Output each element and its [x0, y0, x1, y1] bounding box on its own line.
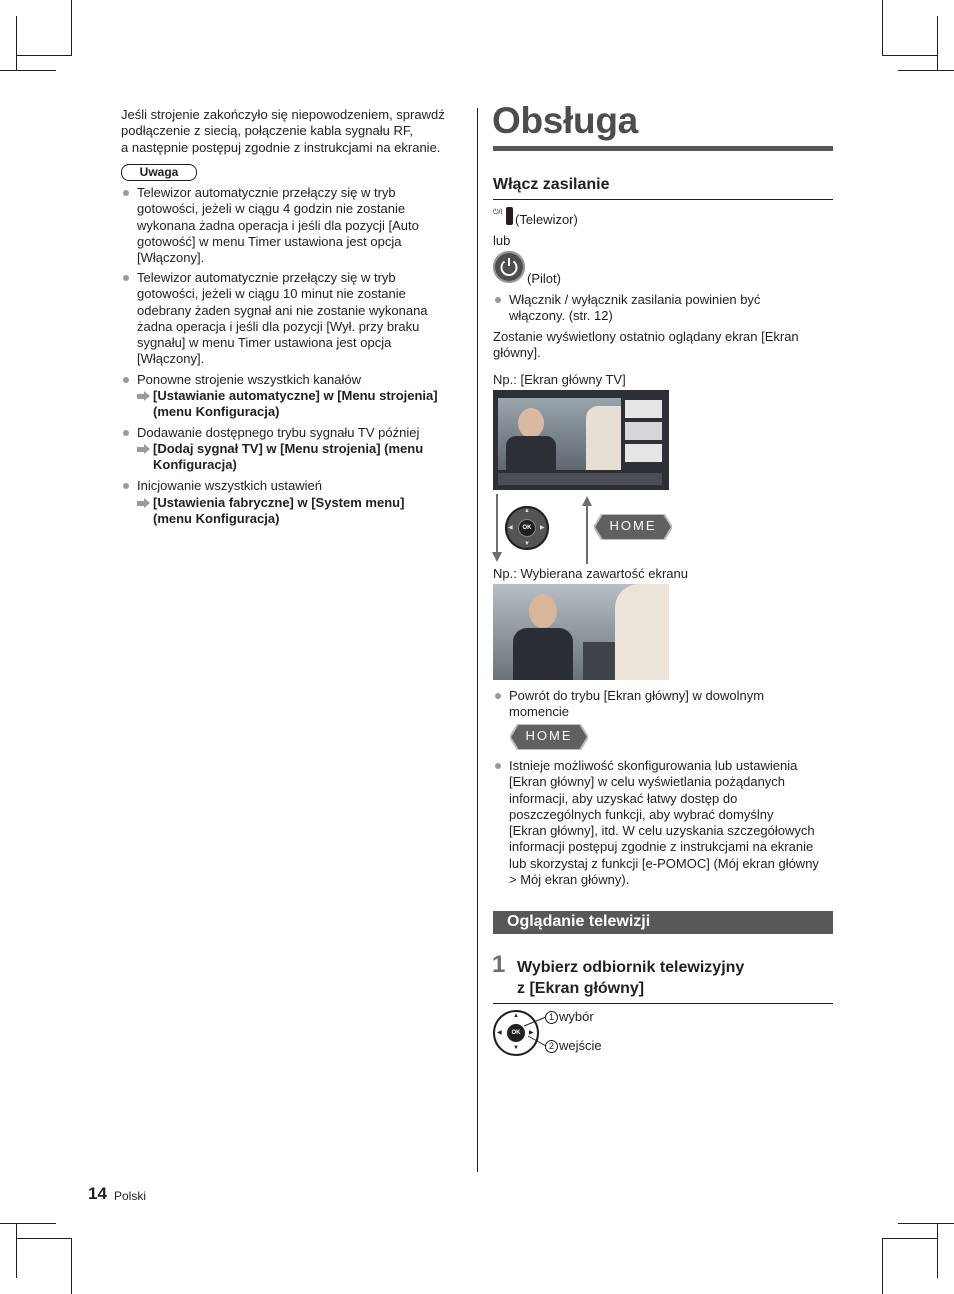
- chevron-right-icon: ▶: [529, 1030, 534, 1036]
- text-line: żadna operacja i jeśli dla pozycji [Wył. przy braku: [137, 318, 420, 334]
- text-line: z [Ekran główny]: [517, 980, 645, 997]
- chevron-up-icon: ▲: [513, 1013, 519, 1019]
- chevron-up-icon: ▲: [524, 508, 530, 514]
- section-heading: Włącz zasilanie: [493, 176, 610, 193]
- text-line: poszczególnych funkcji, aby wybrać domyślny: [509, 806, 774, 822]
- tv-video-area: [498, 398, 621, 470]
- bullet-dot: [495, 693, 501, 699]
- menu-reference: [121, 388, 493, 421]
- bullet-dot: [123, 377, 129, 383]
- interviewer: [586, 406, 621, 470]
- page-number: 14: [88, 1184, 107, 1203]
- crop-mark: [0, 1223, 56, 1224]
- text-line: odebrany żaden sygnał ani nie zostanie wykonana: [137, 302, 428, 318]
- crop-mark: [882, 0, 883, 56]
- text-line: Powrót do trybu [Ekran główny] w dowolnym: [509, 688, 765, 703]
- crop-mark: [882, 55, 938, 56]
- remote-label: (Pilot): [527, 271, 561, 286]
- bullet-dot: [123, 430, 129, 436]
- info-bullet: [493, 292, 839, 325]
- home-screen-image: [493, 390, 669, 490]
- page-language: Polski: [114, 1189, 147, 1203]
- text-line: [Ekran główny] w celu wyświetlania pożądanych: [509, 774, 786, 790]
- buildings: [583, 642, 615, 680]
- note-bullet: [121, 270, 467, 368]
- text-line: Istnieje możliwość skonfigurowania lub ustawienia: [509, 758, 798, 773]
- text-line: [Włączony].: [137, 351, 205, 367]
- text-line: (menu Konfiguracja): [153, 404, 280, 420]
- crop-mark: [71, 1238, 72, 1294]
- ok-center: OK: [507, 1024, 525, 1042]
- text-line: momencie: [509, 704, 569, 720]
- note-bullet: [121, 185, 467, 266]
- callout-number: 2: [545, 1040, 558, 1053]
- step-number: 1: [492, 951, 506, 978]
- note-bullet: [121, 425, 467, 441]
- tv-power-button-icon: [493, 207, 515, 225]
- section-heading: Oglądanie telewizji: [507, 913, 651, 930]
- section-bar: [493, 911, 833, 934]
- tile: [625, 444, 662, 462]
- crop-mark: [898, 70, 954, 71]
- text-line: [Ekran główny], itd. W celu uzyskania szczegółowych: [509, 823, 815, 839]
- tile: [625, 422, 662, 440]
- text-line: Konfiguracja): [153, 457, 237, 473]
- chevron-right-icon: ▶: [540, 525, 545, 531]
- dpad-ok-button: [505, 506, 549, 550]
- chevron-down-icon: ▼: [524, 541, 530, 547]
- button-shape: [506, 207, 513, 225]
- text-line: lub skorzystaj z funkcji [e-POMOC] (Mój ekran główny: [509, 855, 819, 871]
- bullet-dot: [123, 483, 129, 489]
- chevron-down-icon: ▼: [513, 1045, 519, 1051]
- crop-mark: [16, 16, 17, 71]
- bullet-dot: [123, 190, 129, 196]
- menu-reference: [121, 441, 493, 474]
- crop-mark: [898, 1223, 954, 1224]
- text-line: gotowość] w menu Timer ustawiona jest opcja: [137, 233, 402, 249]
- ok-center: OK: [518, 519, 536, 537]
- text-line: sygnału] w menu Timer ustawiona jest opcja: [137, 335, 392, 351]
- power-glyph: [493, 251, 525, 283]
- home-button: [510, 724, 588, 750]
- text-line: informacji postępuj zgodnie z instrukcjami na ekranie: [509, 839, 814, 855]
- menu-reference: [121, 495, 493, 528]
- text-line: główny].: [493, 345, 541, 361]
- chevron-left-icon: ◀: [508, 525, 513, 531]
- text-line: Wybierz odbiornik telewizyjny: [517, 959, 745, 976]
- text-line: [Dodaj sygnał TV] w [Menu strojenia] (menu: [153, 441, 424, 456]
- choice-label: wejście: [559, 1038, 602, 1053]
- chevron-left-icon: ◀: [497, 1030, 502, 1036]
- bullet-dot: [495, 763, 501, 769]
- callout-number: 1: [545, 1011, 558, 1024]
- page-title: Obsługa: [492, 100, 638, 141]
- or-label: lub: [493, 233, 511, 248]
- crop-mark: [882, 1238, 938, 1239]
- choice-label: wybór: [559, 1009, 594, 1024]
- person-head: [518, 408, 544, 438]
- text-line: [Ustawianie automatyczne] w [Menu strojenia]: [153, 388, 438, 403]
- text-line: [Włączony].: [137, 250, 205, 266]
- crop-mark: [937, 1223, 938, 1278]
- text-line: gotowości, jeżeli w ciągu 4 godzin nie zostanie: [137, 201, 406, 217]
- text-line: Telewizor automatycznie przełączy się w tryb: [137, 185, 396, 200]
- person-body: [506, 436, 556, 470]
- crop-mark: [16, 55, 71, 56]
- text-line: Ponowne strojenie wszystkich kanałów: [137, 372, 361, 387]
- text-line: Zostanie wyświetlony ostatnio oglądany ekran [Ekran: [493, 329, 799, 344]
- title-underline: [493, 146, 833, 151]
- home-text: HOME: [525, 728, 573, 743]
- arrow-up-icon: [580, 494, 594, 564]
- text-line: Włącznik / wyłącznik zasilania powinien być: [509, 292, 761, 307]
- interviewer: [615, 584, 669, 680]
- info-bullet: [493, 758, 854, 888]
- crop-mark: [16, 1238, 71, 1239]
- heading-rule: [493, 199, 833, 200]
- home-text: HOME: [609, 518, 657, 533]
- person-head: [529, 594, 557, 628]
- text-line: > Mój ekran główny).: [509, 872, 630, 888]
- text-line: Inicjowanie wszystkich ustawień: [137, 478, 322, 493]
- arrow-down-icon: [490, 494, 504, 564]
- heading-rule: [493, 1003, 833, 1004]
- text-line: [Ustawienia fabryczne] w [System menu]: [153, 495, 405, 510]
- text-line: Dodawanie dostępnego trybu sygnału TV później: [137, 425, 420, 440]
- bullet-dot: [495, 297, 501, 303]
- text-line: informacji, aby uzyskać łatwy dostęp do: [509, 790, 738, 806]
- info-paragraph: [493, 329, 838, 362]
- example-caption: Np.: [Ekran główny TV]: [493, 372, 626, 387]
- home-button: [594, 514, 672, 540]
- content-image: [493, 584, 669, 680]
- bottom-bar: [498, 473, 662, 485]
- person-body: [513, 628, 573, 680]
- info-bullet: [493, 688, 839, 721]
- crop-mark: [16, 1223, 17, 1278]
- tv-label: (Telewizor): [515, 212, 578, 227]
- crop-mark: [937, 16, 938, 71]
- note-bullet: [121, 372, 467, 388]
- text-line: Jeśli strojenie zakończyło się niepowodzeniem, sprawdź: [121, 107, 445, 122]
- text-line: (menu Konfiguracja): [153, 511, 280, 527]
- column-divider: [477, 108, 478, 1172]
- text-line: podłączenie z siecią, połączenie kabla sygnału RF,: [121, 123, 413, 139]
- text-line: a następnie postępuj zgodnie z instrukcjami na ekranie.: [121, 139, 441, 155]
- text-line: wykonana żadna operacja i jeśli dla pozycji [Auto: [137, 217, 419, 233]
- power-symbol: ⏻/I: [493, 209, 503, 216]
- remote-power-icon: [493, 251, 525, 283]
- crop-mark: [882, 1238, 883, 1294]
- tile: [625, 400, 662, 418]
- text-line: włączony. (str. 12): [509, 308, 613, 324]
- crop-mark: [71, 0, 72, 56]
- intro-paragraph: [121, 107, 466, 156]
- note-label: Uwaga: [121, 164, 197, 181]
- note-bullet: [121, 478, 467, 494]
- bullet-dot: [123, 275, 129, 281]
- step-title: [517, 957, 744, 999]
- text-line: gotowości, jeżeli w ciągu 10 minut nie zostanie: [137, 286, 406, 302]
- example-caption: Np.: Wybierana zawartość ekranu: [493, 566, 688, 581]
- text-line: Telewizor automatycznie przełączy się w tryb: [137, 270, 396, 285]
- crop-mark: [0, 70, 56, 71]
